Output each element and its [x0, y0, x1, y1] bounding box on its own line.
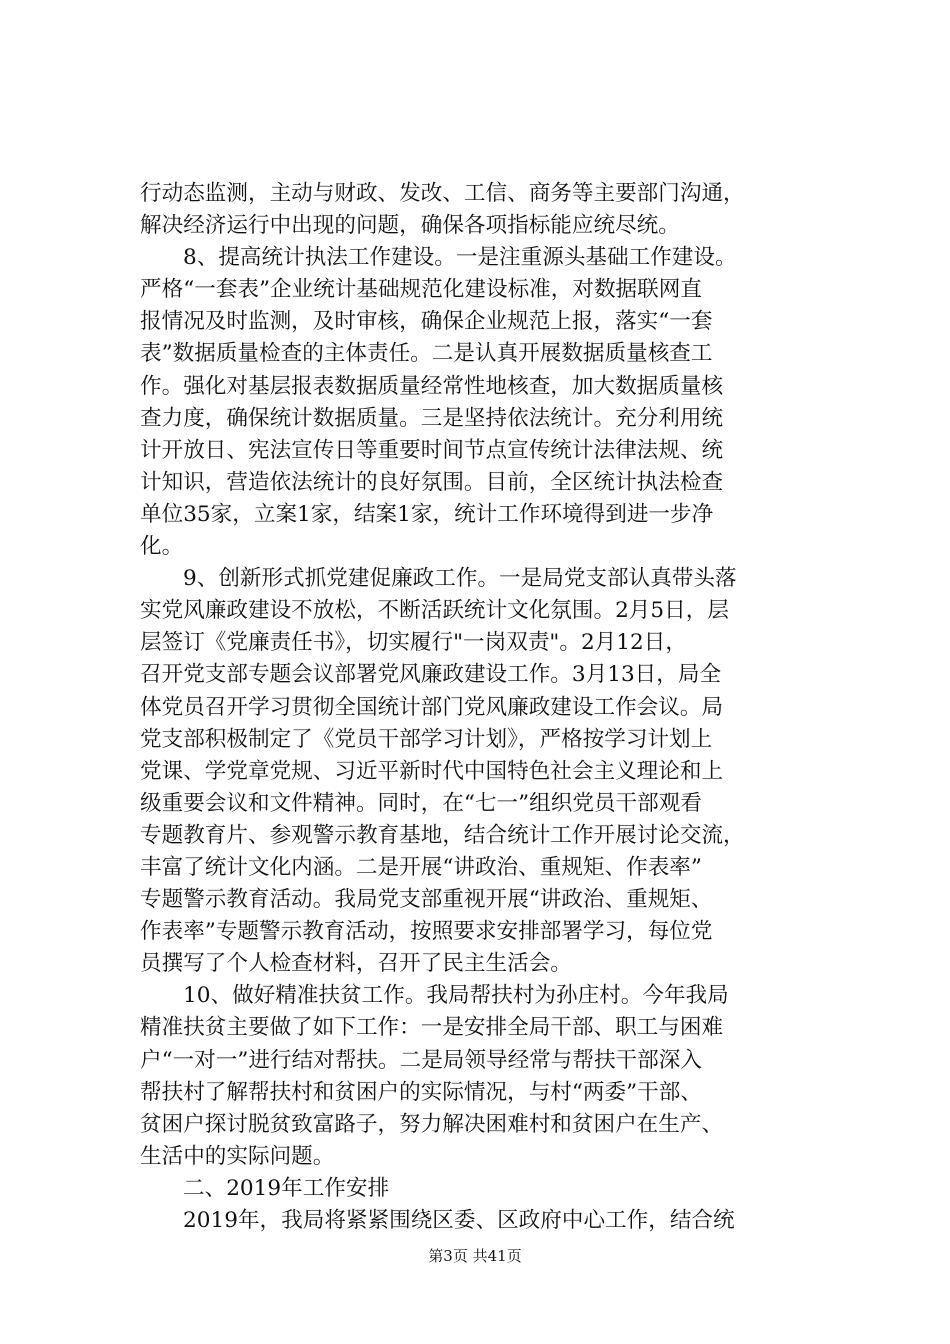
text-line: 计知识，营造依法统计的良好氛围。目前，全区统计执法检查	[140, 469, 724, 495]
text-line: 计开放日、宪法宣传日等重要时间节点宣传统计法律法规、统	[140, 437, 724, 463]
text-line: 体党员召开学习贯彻全国统计部门党风廉政建设工作会议。局	[140, 694, 724, 720]
text-line: 实党风廉政建设不放松，不断活跃统计文化氛围。2月5日，层	[140, 598, 729, 624]
text-line: 贫困户探讨脱贫致富路子，努力解决困难村和贫困户在生产、	[140, 1111, 724, 1137]
text-line: 报情况及时监测，及时审核，确保企业规范上报，落实“一套	[140, 309, 713, 335]
text-line: 作。强化对基层报表数据质量经常性地核查，加大数据质量核	[140, 373, 724, 399]
text-line: 层签订《党廉责任书》，切实履行"一岗双责"。2月12日，	[140, 630, 687, 656]
text-line: 解决经济运行中出现的问题，确保各项指标能应统尽统。	[140, 213, 680, 239]
text-line: 党支部积极制定了《党员干部学习计划》，严格按学习计划上	[140, 726, 713, 752]
text-line: 员撰写了个人检查材料，召开了民主生活会。	[140, 951, 572, 977]
text-line: 表”数据质量检查的主体责任。二是认真开展数据质量核查工	[140, 341, 713, 367]
text-line: 生活中的实际问题。	[140, 1143, 335, 1169]
text-line: 户“一对一”进行结对帮扶。二是局领导经常与帮扶干部深入	[140, 1047, 702, 1073]
text-line: 级重要会议和文件精神。同时，在“七一”组织党员干部观看	[140, 790, 702, 816]
text-line: 专题教育片、参观警示教育基地，结合统计工作开展讨论交流，	[140, 822, 745, 848]
page-footer: 第3页 共41页	[428, 1247, 522, 1265]
text-line: 化。	[140, 534, 184, 560]
text-line: 精准扶贫主要做了如下工作：一是安排全局干部、职工与困难	[140, 1015, 724, 1041]
text-line: 党课、学党章党规、习近平新时代中国特色社会主义理论和上	[140, 758, 724, 784]
text-line: 作表率”专题警示教育活动，按照要求安排部署学习，每位党	[140, 919, 713, 945]
text-line: 10、做好精准扶贫工作。我局帮扶村为孙庄村。今年我局	[183, 983, 729, 1009]
text-line: 丰富了统计文化内涵。二是开展“讲政治、重规矩、作表率”	[140, 854, 702, 880]
text-line: 8、提高统计执法工作建设。一是注重源头基础工作建设。	[183, 245, 737, 271]
text-line: 召开党支部专题会议部署党风廉政建设工作。3月13日，局全	[140, 662, 722, 688]
text-line: 专题警示教育活动。我局党支部重视开展“讲政治、重规矩、	[140, 887, 713, 913]
text-line: 帮扶村了解帮扶村和贫困户的实际情况，与村“两委”干部、	[140, 1079, 702, 1105]
text-line: 二、2019年工作安排	[183, 1175, 390, 1201]
text-line: 查力度，确保统计数据质量。三是坚持依法统计。充分利用统	[140, 405, 724, 431]
text-line: 2019年，我局将紧紧围绕区委、区政府中心工作，结合统	[183, 1208, 735, 1233]
text-line: 严格“一套表”企业统计基础规范化建设标准，对数据联网直	[140, 277, 702, 303]
text-line: 9、创新形式抓党建促廉政工作。一是局党支部认真带头落	[183, 566, 737, 592]
body-text	[140, 178, 832, 1237]
text-line: 单位35家，立案1家，结案1家，统计工作环境得到进一步净	[140, 501, 714, 527]
text-line: 行动态监测，主动与财政、发改、工信、商务等主要部门沟通，	[140, 181, 745, 206]
